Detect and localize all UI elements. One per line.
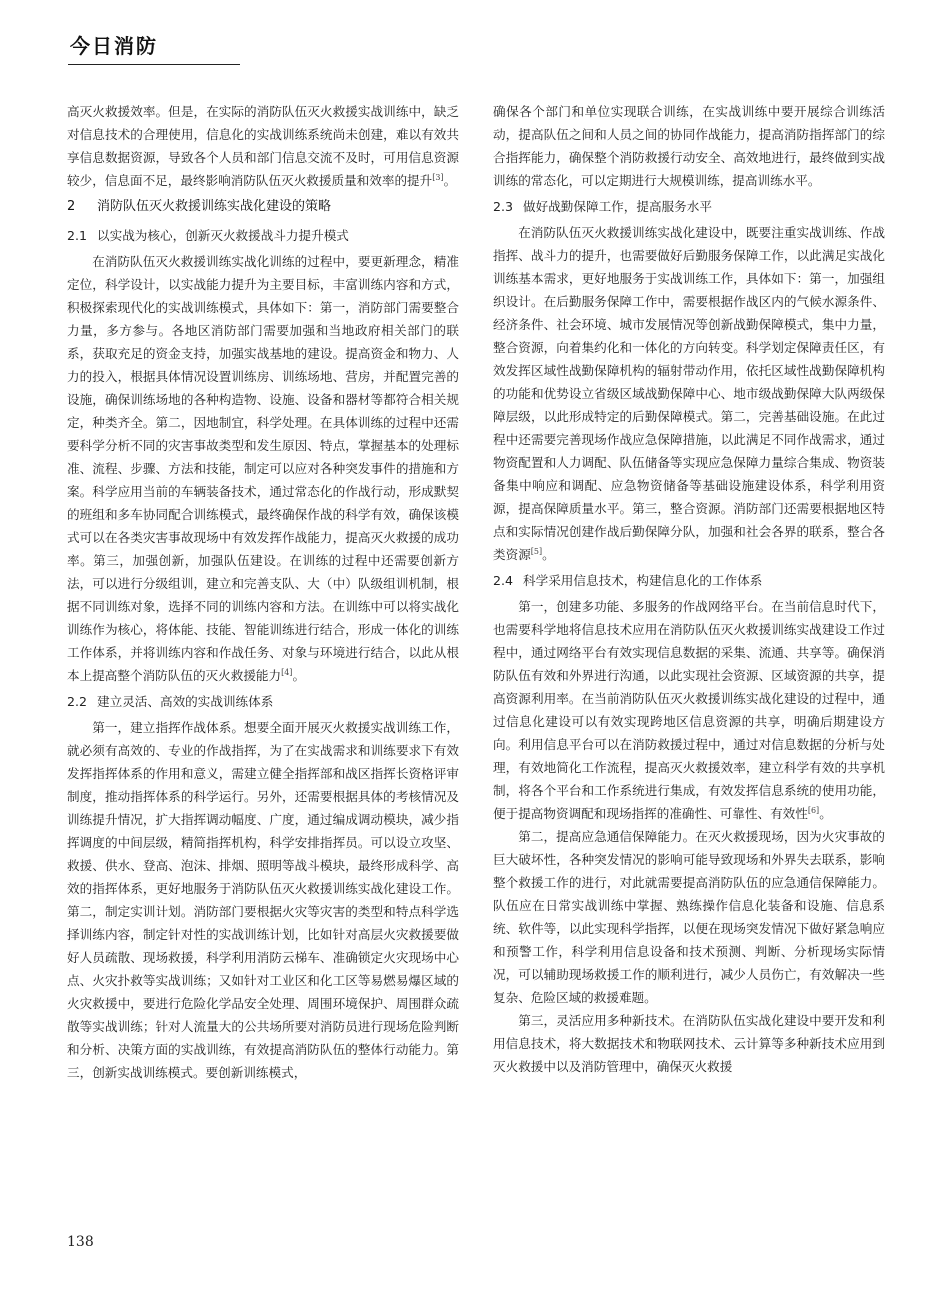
section-2-4-paragraph-3: 第三，灵活应用多种新技术。在消防队伍实战化建设中要开发和利用信息技术，将大数据技术和物联网技术、云计算等多种新技术应用到灭火救援中以及消防管理中，确保灭火救援 — [493, 1013, 885, 1074]
section-2-3-title: 做好战勤保障工作，提高服务水平 — [523, 199, 712, 214]
section-2-1-paragraph — [67, 250, 459, 687]
section-2-3-text: 在消防队伍灭火救援训练实战化建设中，既要注重实战训练、作战指挥、战斗力的提升，也需要做好后勤服务保障工作，以此满足实战化训练基本需求，更好地服务于实战训练工作，具体如下：第一，加强组织设计。在后勤服务保障工作中，需要根据作战区内的气候水源条件、经济条件、社会环境、城市发展情况等创新战勤保障模式，集中力量，整合资源，向着集约化和一体化的方向转变。科学划定保障责任区，有效发挥区域性战勤保障机构的辐射带动作用，依托区域性战勤保障机构的功能和优势设立省级区域战勤保障中心、地市级战勤保障大队两级保障层级，以此形成特定的后勤保障模式。第二，完善基础设施。在此过程中还需要完善现场作战应急保障措施，以此满足不同作战需求，通过物资配置和人力调配、队伍储备等实现应急保障力量综合集成、物资装备集中响应和调配、应急物资储备等基础设施建设体系，科学利用资源，提高保障质量水平。第三，整合资源。消防部门还需要根据地区特点和实际情况创建作战后勤保障分队，加强和社会各界的联系，整合各类资源 — [493, 225, 885, 562]
continued-paragraph: 确保各个部门和单位实现联合训练，在实战训练中要开展综合训练活动，提高队伍之间和人员之间的协同作战能力，提高消防指挥部门的综合指挥能力，确保整个消防救援行动安全、高效地进行，最终做到实战训练的常态化，可以定期进行大规模训练，提高训练水平。 — [493, 104, 885, 188]
section-2-4-paragraph-1 — [493, 595, 885, 825]
section-2-4-end-1: 。 — [819, 806, 832, 821]
citation-6: [6] — [807, 805, 820, 815]
section-2-3-paragraph — [493, 221, 885, 566]
intro-paragraph — [67, 100, 459, 192]
citation-3: [3] — [432, 172, 444, 182]
section-2-1-end: 。 — [292, 668, 306, 683]
section-2-1-number: 2.1 — [67, 228, 88, 243]
section-2-4-heading — [493, 566, 885, 595]
section-2-4-title: 科学采用信息技术，构建信息化的工作体系 — [523, 573, 763, 588]
section-2-heading — [67, 192, 459, 221]
section-2-1-heading — [67, 221, 459, 250]
right-column — [493, 100, 885, 1078]
intro-end: 。 — [443, 173, 457, 188]
left-column — [67, 100, 459, 1084]
section-2-4-number: 2.4 — [493, 573, 514, 588]
section-2-title: 消防队伍灭火救援训练实战化建设的策略 — [97, 199, 332, 214]
section-2-4-text-1: 第一，创建多功能、多服务的作战网络平台。在当前信息时代下，也需要科学地将信息技术应用在消防队伍灭火救援训练实战建设工作过程中，通过网络平台有效实现信息数据的采集、流通、共享等。确保消防队伍有效和外界进行沟通，以此实现社会资源、区域资源的共享，提高资源利用率。在当前消防队伍灭火救援训练实战化建设的过程中，通过信息化建设可以有效实现跨地区信息资源的共享，明确后期建设方向。利用信息平台可以在消防救援过程中，通过对信息数据的分析与处理，有效地简化工作流程，提高灭火救援效率，建立科学有效的共享机制，将各个平台和工作系统进行集成，有效发挥信息系统的使用功能，便于提高物资调配和现场指挥的准确性、可靠性、有效性 — [493, 599, 885, 821]
journal-title: 今日消防 — [70, 34, 158, 58]
section-2-3-heading — [493, 192, 885, 221]
section-2-2-number: 2.2 — [67, 694, 88, 709]
page-number: 138 — [67, 1234, 94, 1250]
section-2-3-end: 。 — [542, 547, 555, 562]
section-2-3-number: 2.3 — [493, 199, 514, 214]
section-2-1-title: 以实战为核心，创新灭火救援战斗力提升模式 — [97, 228, 349, 243]
section-2-4-paragraph-2: 第二，提高应急通信保障能力。在灭火救援现场，因为火灾事故的巨大破坏性，各种突发情况的影响可能导致现场和外界失去联系，影响整个救援工作的进行，对此就需要提高消防队伍的应急通信保障能力。队伍应在日常实战训练中掌握、熟练操作信息化装备和设施、信息系统、软件等，以此实现科学指挥，以便在现场突发情况下做好紧急响应和预警工作，科学利用信息设备和技术预测、判断、分析现场实际情况，可以辅助现场救援工作的顺利进行，减少人员伤亡，有效解决一些复杂、危险区域的救援难题。 — [493, 829, 885, 1005]
section-2-number: 2 — [67, 199, 76, 214]
section-2-2-heading — [67, 687, 459, 716]
citation-4: [4] — [281, 667, 293, 677]
citation-5: [5] — [530, 546, 543, 556]
section-2-2-title: 建立灵活、高效的实战训练体系 — [97, 694, 274, 709]
intro-text: 高灭火救援效率。但是，在实际的消防队伍灭火救援实战训练中，缺乏对信息技术的合理使用，信息化的实战训练系统尚未创建，难以有效共享信息数据资源，导致各个人员和部门信息交流不及时，可用信息资源较少，信息面不足，最终影响消防队伍灭火救援质量和效率的提升 — [67, 104, 459, 188]
section-2-1-text: 在消防队伍灭火救援训练实战化训练的过程中，要更新理念，精准定位，科学设计，以实战能力提升为主要目标，丰富训练内容和方式，积极探索现代化的实战训练模式，具体如下：第一，消防部门需要整合力量，多方参与。各地区消防部门需要加强和当地政府相关部门的联系，获取充足的资金支持，加强实战基地的建设。提高资金和物力、人力的投入，根据具体情况设置训练房、训练场地、营房，并配置完善的设施，确保训练场地的各种构造物、设施、设备和器材等都符合相关规定，种类齐全。第二，因地制宜，科学处理。在具体训练的过程中还需要科学分析不同的灾害事故类型和发生原因、特点，掌握基本的处理标准、流程、步骤、方法和技能，制定可以应对各种突发事件的措施和方案。科学应用当前的车辆装备技术，通过常态化的作战行动，形成默契的班组和多车协同配合训练模式，最终确保作战的科学有效，确保该模式可以在各类灾害事故现场中有效发挥作战能力，提高灭火救援的成功率。第三，加强创新，加强队伍建设。在训练的过程中还需要创新方法，可以进行分级组训，建立和完善支队、大（中）队级组训机制，根据不同训练对象，选择不同的训练内容和方法。在训练中可以将实战化训练作为核心，将体能、技能、智能训练进行结合，形成一体化的训练工作体系，并将训练内容和作战任务、对象与环境进行结合，以此从根本上提高整个消防队伍的灭火救援能力 — [67, 254, 459, 683]
section-2-2-paragraph: 第一，建立指挥作战体系。想要全面开展灭火救援实战训练工作，就必须有高效的、专业的作战指挥，为了在实战需求和训练要求下有效发挥指挥体系的作用和意义，需建立健全指挥部和战区指挥长资格评审制度，推动指挥体系的科学运行。另外，还需要根据具体的考核情况及训练提升情况，扩大指挥调动幅度、广度，通过编成调动模块，减少指挥调度的中间层级，精简指挥机构，科学安排指挥员。可以设立攻坚、救援、供水、登高、泡沫、排烟、照明等战斗模块，最终形成科学、高效的指挥体系，更好地服务于消防队伍灭火救援训练实战化建设工作。第二，制定实训计划。消防部门要根据火灾等灾害的类型和特点科学选择训练内容，制定针对性的实战训练计划，比如针对高层火灾救援要做好人员疏散、现场救援，科学利用消防云梯车、准确锁定火灾现场中心点、火灾扑救等实战训练；又如针对工业区和化工区等易燃易爆区域的火灾救援中，要进行危险化学品安全处理、周围环境保护、周围群众疏散等实战训练；针对人流量大的公共场所要对消防员进行现场危险判断和分析、决策方面的实战训练，有效提高消防队伍的整体行动能力。第三，创新实战训练模式。要创新训练模式， — [67, 720, 459, 1080]
header-rule — [68, 64, 240, 65]
